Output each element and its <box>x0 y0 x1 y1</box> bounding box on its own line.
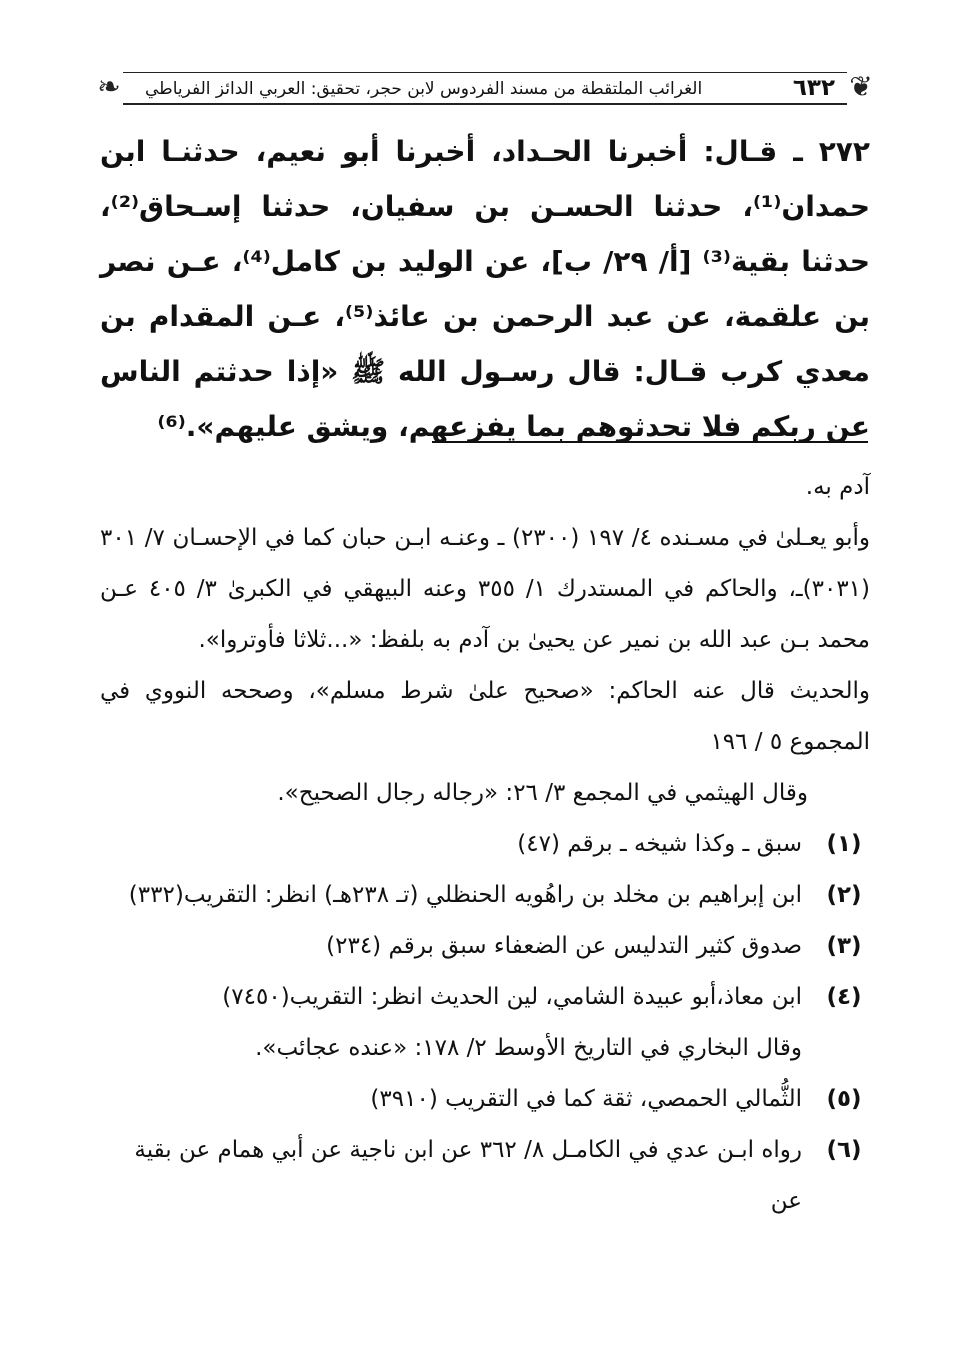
main-text <box>100 124 870 454</box>
footnote-text: سبق ـ وكذا شيخه ـ برقم (٤٧) <box>517 831 802 857</box>
note-continuation-4: وقال الهيثمي في المجمع ٣/ ٢٦: «رجاله رجال الصحيح». <box>277 780 808 806</box>
footnote-text: ابن إبراهيم بن مخلد بن راهُويه الحنظلي (تـ ٢٣٨هـ) انظر: التقريب(٣٣٢) <box>128 882 802 908</box>
running-title: الغرائب الملتقطة من مسند الفردوس لابن حجر، تحقيق: العربي الدائز الفرياطي <box>145 79 703 99</box>
footnote-2 <box>100 870 870 921</box>
footnote-4-continuation: وقال البخاري في التاريخ الأوسط ٢/ ١٧٨: «عنده عجائب». <box>255 1035 802 1061</box>
note-continuation-1: آدم به. <box>805 474 870 500</box>
footnotes-area <box>100 462 870 1227</box>
note-continuation-3: والحديث قال عنه الحاكم: «صحيح علىٰ شرط مسلم»، وصححه النووي في المجموع ٥ / ١٩٦ <box>100 678 870 755</box>
footnote-6 <box>100 1125 870 1227</box>
ornament-left-icon: ❧ <box>97 70 121 103</box>
footnote-1 <box>100 819 870 870</box>
footnote-text: صدوق كثير التدليس عن الضعفاء سبق برقم (٢٣٤) <box>326 933 802 959</box>
footnote-text: ابن معاذ،أبو عبيدة الشامي، لين الحديث انظر: التقريب(٧٤٥٠) <box>222 984 802 1010</box>
footnote-number: (٤) <box>826 984 862 1010</box>
running-header <box>95 68 875 108</box>
footnote-number: (٣) <box>826 933 862 959</box>
footnote-4 <box>100 972 870 1023</box>
ornament-right-icon: ❦ <box>849 70 873 103</box>
footnote-number: (١) <box>826 831 862 857</box>
footnote-text: رواه ابـن عدي في الكامـل ٨/ ٣٦٢ عن ابن ناجية عن أبي همام عن بقية عن <box>134 1137 802 1214</box>
note-continuation-2: وأبو يعـلىٰ في مسـنده ٤/ ١٩٧ (٢٣٠٠) ـ وعنـه ابـن حبان كما في الإحسـان ٧/ ٣٠١ (٣٠٣١)ـ، والحاكم في المستدرك ١/ ٣٥٥ وعنه البيهقي في الكبرىٰ ٣/ ٤٠٥ عـن محمد بـن عبد الله بن نمير عن يحيىٰ بن آدم به بلفظ: «...ثلاثا فأوتروا». <box>100 525 871 653</box>
page-number: ٦٣٢ <box>792 75 835 101</box>
footnote-text: الثُّمالي الحمصي، ثقة كما في التقريب (٣٩١٠) <box>370 1086 802 1112</box>
footnote-number: (٥) <box>826 1086 862 1112</box>
footnote-3 <box>100 921 870 972</box>
footnote-number: (٦) <box>826 1137 862 1163</box>
footnote-5 <box>100 1074 870 1125</box>
footnote-number: (٢) <box>826 882 862 908</box>
hadith-paragraph: ٢٧٢ ـ قـال: أخبرنا الحـداد، أخبرنا أبو نعيم، حدثنـا ابن حمدان⁽¹⁾، حدثنا الحسـن بن سفيان، حدثنا إسـحاق⁽²⁾، حدثنا بقية⁽³⁾ [أ/ ٢٩/ ب]، عن الوليد بن كامل⁽⁴⁾، عـن نصر بن علقمة، عن عبد الرحمن بن عائذ⁽⁵⁾، عـن المقدام بن معدي كرب قـال: قال رسـول الله ﷺ «إذا حدثتم الناس عن ربكم فلا تحدثوهم بما يفزعهم، ويشق عليهم».⁽⁶⁾ <box>100 135 870 443</box>
footnote-separator <box>432 441 868 443</box>
